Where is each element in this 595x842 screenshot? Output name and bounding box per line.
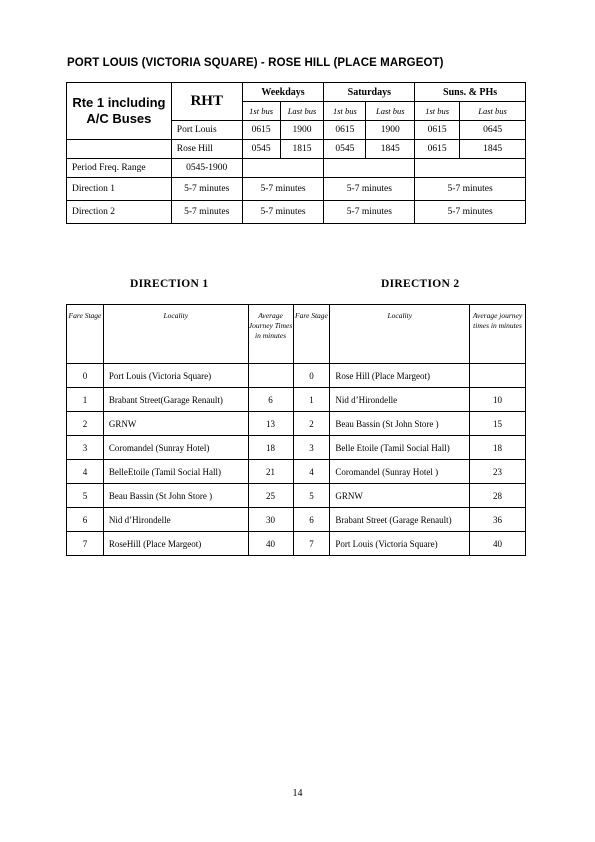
locality-cell: GRNW (330, 484, 470, 508)
sub-header: Last bus (460, 102, 526, 121)
table-row (67, 388, 526, 412)
time-cell: 1900 (366, 121, 415, 140)
fare-stage-header: Fare Stage (67, 305, 104, 364)
avg-time-cell: 21 (248, 460, 293, 484)
locality-cell: Brabant Street (Garage Renault) (330, 508, 470, 532)
locality-cell: RoseHill (Place Margeot) (103, 532, 248, 556)
fare-stage-cell: 6 (67, 508, 104, 532)
avg-time-cell: 10 (470, 388, 526, 412)
period-label: Period Freq. Range (67, 159, 172, 178)
fare-stage-cell: 0 (293, 364, 330, 388)
fare-stage-cell: 0 (67, 364, 104, 388)
time-cell: 1845 (460, 140, 526, 159)
avg-time-cell (248, 364, 293, 388)
locality-cell: Nid d’Hirondelle (103, 508, 248, 532)
locality-cell: BelleEtoile (Tamil Social Hall) (103, 460, 248, 484)
sub-header: 1st bus (415, 102, 460, 121)
time-cell: 1900 (280, 121, 324, 140)
avg-time-header: Average Journey Times in minutes (248, 305, 293, 364)
fare-stage-cell: 3 (293, 436, 330, 460)
place-name: Rose Hill (171, 140, 242, 159)
group-sundays: Suns. & PHs (415, 83, 526, 102)
locality-cell: Belle Etoile (Tamil Social Hall) (330, 436, 470, 460)
locality-cell: Coromandel (Sunray Hotel) (103, 436, 248, 460)
locality-cell: Rose Hill (Place Margeot) (330, 364, 470, 388)
fare-stage-cell: 7 (67, 532, 104, 556)
avg-time-cell: 18 (470, 436, 526, 460)
group-saturdays: Saturdays (324, 83, 415, 102)
direction-1-heading: DIRECTION 1 (130, 278, 209, 290)
avg-time-cell: 28 (470, 484, 526, 508)
sub-header: Last bus (280, 102, 324, 121)
table-row (67, 436, 526, 460)
locality-cell: Coromandel (Sunray Hotel ) (330, 460, 470, 484)
locality-header: Locality (103, 305, 248, 364)
fare-stage-cell: 6 (293, 508, 330, 532)
fare-stage-header: Fare Stage (293, 305, 330, 364)
sub-header: Last bus (366, 102, 415, 121)
table-row (67, 178, 526, 201)
time-cell: 0615 (324, 121, 366, 140)
avg-time-cell: 6 (248, 388, 293, 412)
time-cell: 0615 (242, 121, 280, 140)
locality-cell: Nid d’Hirondelle (330, 388, 470, 412)
direction-label: Direction 2 (67, 201, 172, 224)
route-label: Rte 1 including A/C Buses (67, 83, 172, 140)
freq-cell: 5-7 minutes (415, 178, 526, 201)
avg-time-cell: 23 (470, 460, 526, 484)
page-title: PORT LOUIS (VICTORIA SQUARE) - ROSE HILL (PLACE MARGEOT) (67, 57, 444, 69)
avg-time-cell: 18 (248, 436, 293, 460)
fare-stage-table (66, 304, 526, 556)
sub-header: 1st bus (324, 102, 366, 121)
fare-stage-cell: 3 (67, 436, 104, 460)
avg-time-cell: 30 (248, 508, 293, 532)
route-code: RHT (171, 83, 242, 121)
fare-stage-cell: 4 (293, 460, 330, 484)
avg-time-cell: 36 (470, 508, 526, 532)
fare-stage-cell: 2 (67, 412, 104, 436)
time-cell: 0545 (242, 140, 280, 159)
table-row (67, 201, 526, 224)
time-cell: 0615 (415, 121, 460, 140)
avg-time-cell: 25 (248, 484, 293, 508)
group-weekdays: Weekdays (242, 83, 324, 102)
table-row (67, 412, 526, 436)
locality-cell: Beau Bassin (St John Store ) (103, 484, 248, 508)
locality-header: Locality (330, 305, 470, 364)
time-cell: 0645 (460, 121, 526, 140)
fare-stage-cell: 7 (293, 532, 330, 556)
table-row (67, 364, 526, 388)
time-cell: 1845 (366, 140, 415, 159)
page-number: 14 (292, 788, 303, 799)
fare-stage-cell: 5 (67, 484, 104, 508)
locality-cell: Brabant Street(Garage Renault) (103, 388, 248, 412)
table-row (67, 532, 526, 556)
avg-time-cell: 13 (248, 412, 293, 436)
locality-cell: Port Louis (Victoria Square) (103, 364, 248, 388)
fare-stage-cell: 2 (293, 412, 330, 436)
table-row (67, 508, 526, 532)
fare-stage-cell: 1 (293, 388, 330, 412)
table-row (67, 460, 526, 484)
place-name: Port Louis (171, 121, 242, 140)
avg-time-cell: 40 (248, 532, 293, 556)
period-value: 0545-1900 (171, 159, 242, 178)
timetable (66, 82, 526, 224)
table-row (67, 140, 526, 159)
freq-cell: 5-7 minutes (324, 201, 415, 224)
fare-stage-cell: 1 (67, 388, 104, 412)
time-cell: 0545 (324, 140, 366, 159)
table-row (67, 159, 526, 178)
freq-cell: 5-7 minutes (242, 201, 324, 224)
sub-header: 1st bus (242, 102, 280, 121)
locality-cell: GRNW (103, 412, 248, 436)
freq-cell: 5-7 minutes (171, 201, 242, 224)
fare-stage-cell: 5 (293, 484, 330, 508)
avg-time-cell: 15 (470, 412, 526, 436)
fare-stage-cell: 4 (67, 460, 104, 484)
time-cell: 1815 (280, 140, 324, 159)
avg-time-header: Average journey times in minutes (470, 305, 526, 364)
locality-cell: Beau Bassin (St John Store ) (330, 412, 470, 436)
freq-cell: 5-7 minutes (324, 178, 415, 201)
direction-label: Direction 1 (67, 178, 172, 201)
avg-time-cell (470, 364, 526, 388)
direction-2-heading: DIRECTION 2 (381, 278, 460, 290)
freq-cell: 5-7 minutes (242, 178, 324, 201)
freq-cell: 5-7 minutes (171, 178, 242, 201)
table-row (67, 484, 526, 508)
locality-cell: Port Louis (Victoria Square) (330, 532, 470, 556)
avg-time-cell: 40 (470, 532, 526, 556)
freq-cell: 5-7 minutes (415, 201, 526, 224)
time-cell: 0615 (415, 140, 460, 159)
